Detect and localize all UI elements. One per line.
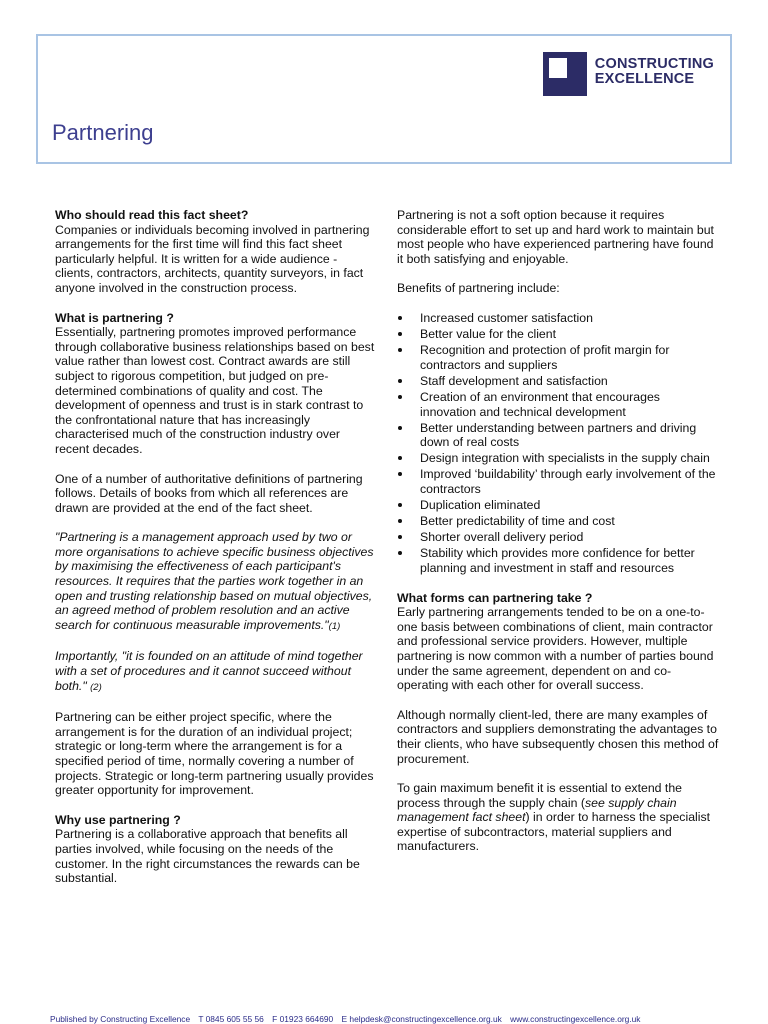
footer-website[interactable]: www.constructingexcellence.org.uk (510, 1014, 641, 1024)
benefits-list (397, 311, 719, 576)
constructing-excellence-logo (543, 52, 714, 96)
quote-attitude (55, 649, 375, 695)
paragraph-what-is-partnering: Essentially, partnering promotes improved performance through collaborative business relationships based on best value rather than lowest cost. Contract awards are still subject to rigorous competition, but judged on pre-determined combinations of quality and cost. The development of openness and trust is in stark contrast to the confrontational nature that has increasingly characterised much of the construction industry over recent decades. (55, 325, 375, 456)
supply-chain-reference: see supply chain management fact sheet (397, 795, 677, 825)
list-item: Stability which provides more confidence for better planning and investment in staff and resources (397, 546, 719, 575)
list-item: Recognition and protection of profit margin for contractors and suppliers (397, 343, 719, 372)
paragraph-project-specific: Partnering can be either project specific, where the arrangement is for the duration of an individual project; strategic or long-term where the arrangement is for a specified period of time, normally covering a number of projects. Strategic or long-term partnering usually provides greater opportunity for improvement. (55, 710, 374, 798)
right-column (397, 208, 719, 869)
list-item: Improved ‘buildability’ through early involvement of the contractors (397, 467, 719, 496)
logo-mark-icon (543, 52, 587, 96)
footnote-ref-1: (1) (328, 620, 341, 632)
left-column (55, 208, 375, 901)
footer-publisher: Published by Constructing Excellence (50, 1014, 191, 1024)
paragraph-soft-option: Partnering is not a soft option because it requires considerable effort to set up and hard work to maintain but most people who have experienced partnering have found it both satisfying and enjoyable. (397, 208, 714, 266)
quote-definition (55, 530, 375, 634)
footer (50, 1014, 730, 1024)
header-box (36, 34, 732, 164)
paragraph-examples: Although normally client-led, there are many examples of contractors and suppliers demonstrating the advantages to their clients, who have subsequently chosen this method of procurement. (397, 707, 719, 766)
list-item: Staff development and satisfaction (397, 374, 719, 389)
list-item: Shorter overall delivery period (397, 530, 719, 545)
supply-chain-text-b: ) in order to harness the specialist expertise of subcontractors, material suppliers and manufacturers. (397, 810, 711, 854)
quote-attitude-text: Importantly, "it is founded on an attitude of mind together with a set of procedures and it cannot succeed without both." (55, 649, 363, 693)
heading-why-use-partnering: Why use partnering ? (55, 812, 181, 827)
quote-definition-text: "Partnering is a management approach used by two or more organisations to achieve specific business objectives by maximising the effectiveness of each participant's resources. It requires that the parties work together in an open and trusting relationship based on mutual objectives, an agreed method of problem resolution and an active search for continuous measurable improvements." (55, 530, 374, 632)
list-item: Increased customer satisfaction (397, 311, 719, 326)
list-item: Duplication eliminated (397, 498, 719, 513)
heading-what-is-partnering: What is partnering ? (55, 310, 174, 325)
footer-fax: F 01923 664690 (272, 1014, 334, 1024)
footer-telephone: T 0845 605 55 56 (198, 1014, 264, 1024)
logo-text (595, 52, 714, 87)
supply-chain-text-a: To gain maximum benefit it is essential to extend the process through the supply chain ( (397, 781, 683, 810)
paragraph-definitions: One of a number of authoritative definitions of partnering follows. Details of books from which all references are drawn are provided at the end of the fact sheet. (55, 471, 363, 515)
heading-who-should-read: Who should read this fact sheet? (55, 208, 249, 222)
footer-email[interactable]: E helpdesk@constructingexcellence.org.uk (341, 1014, 502, 1024)
paragraph-benefits-intro: Benefits of partnering include: (397, 281, 560, 296)
list-item: Better predictability of time and cost (397, 514, 719, 529)
logo-line-1: CONSTRUCTING (594, 56, 714, 72)
list-item: Better understanding between partners and driving down of real costs (397, 421, 719, 450)
footnote-ref-2: (2) (90, 681, 102, 693)
paragraph-who-should-read: Companies or individuals becoming involved in partnering arrangements for the first time will find this fact sheet particularly helpful. It is written for a wide audience - clients, contractors, architects, quantity surveyors, in fact anyone involved in the construction process. (55, 222, 370, 295)
list-item: Better value for the client (397, 327, 719, 342)
list-item: Design integration with specialists in the supply chain (397, 451, 719, 466)
paragraph-supply-chain (397, 781, 719, 854)
paragraph-what-forms: Early partnering arrangements tended to be on a one-to-one basis between combinations of client, main contractor and professional service providers. However, multiple partnering is now common with a number of parties bound under the same agreement, dependent on and co-operating with each other for overall success. (397, 605, 714, 693)
page-title: Partnering (52, 120, 154, 145)
paragraph-why-use-partnering: Partnering is a collaborative approach that benefits all parties involved, while focusing on the needs of the customer. In the right circumstances the rewards can be substantial. (55, 827, 360, 886)
logo-line-2: EXCELLENCE (594, 71, 695, 87)
heading-what-forms: What forms can partnering take ? (397, 590, 593, 605)
list-item: Creation of an environment that encourages innovation and technical development (397, 390, 719, 419)
